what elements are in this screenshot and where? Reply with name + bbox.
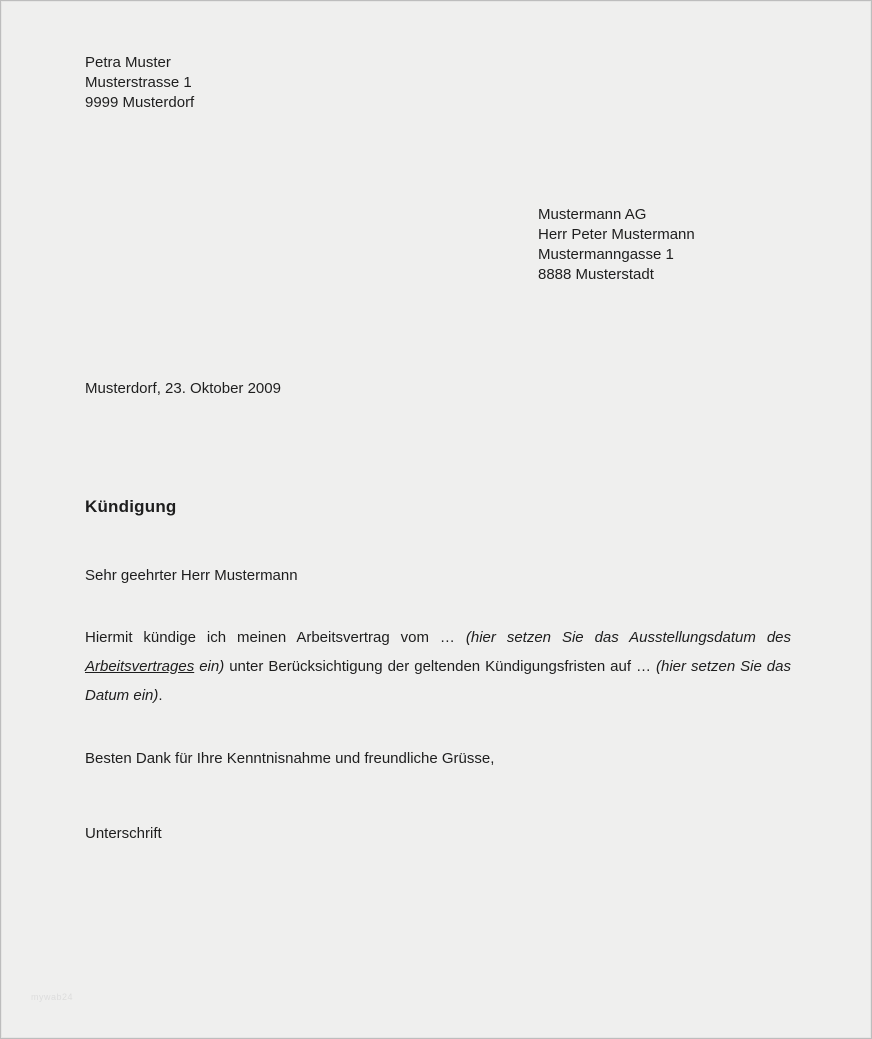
recipient-company: Mustermann AG — [538, 206, 647, 223]
sender-address-block — [85, 53, 194, 113]
date-line: Musterdorf, 23. Oktober 2009 — [85, 380, 281, 397]
recipient-city: 8888 Musterstadt — [538, 266, 654, 283]
body-text-part: Hiermit kündige ich meinen Arbeitsvertrag vom … — [85, 629, 466, 646]
recipient-address-block — [538, 205, 695, 285]
recipient-street: Mustermanngasse 1 — [538, 246, 674, 263]
recipient-person: Herr Peter Mustermann — [538, 226, 695, 243]
placeholder-hint-ein: ein) — [194, 658, 225, 675]
sender-name: Petra Muster — [85, 54, 171, 71]
placeholder-hint-issue-date: (hier setzen Sie das Ausstellungsdatum des — [465, 629, 791, 646]
sender-city: 9999 Musterdorf — [85, 94, 195, 111]
sender-street: Musterstrasse 1 — [85, 74, 192, 91]
salutation-line: Sehr geehrter Herr Mustermann — [85, 567, 298, 584]
placeholder-hint-date: (hier setzen Sie das Datum ein) — [85, 658, 791, 704]
closing-line: Besten Dank für Ihre Kenntnisnahme und freundliche Grüsse, — [85, 750, 495, 767]
body-text-part: unter Berücksichtigung der geltenden Kündigungsfristen auf … — [224, 658, 656, 675]
placeholder-hint-contract-word: Arbeitsvertrages — [85, 658, 195, 675]
subject-heading: Kündigung — [85, 497, 177, 516]
body-text-part: . — [158, 687, 163, 704]
body-paragraph — [85, 623, 791, 710]
watermark: mywab24 — [31, 992, 74, 1002]
signature-label: Unterschrift — [85, 825, 162, 842]
